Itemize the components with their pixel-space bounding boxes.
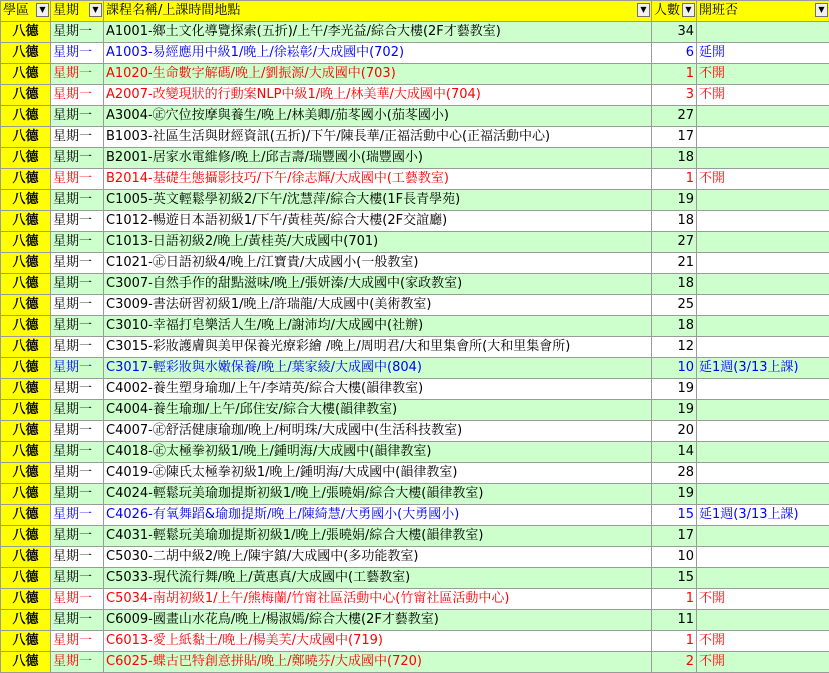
cell-district[interactable]: 八德 (1, 43, 51, 64)
table-row (1, 547, 829, 568)
table-row (1, 43, 829, 64)
cell-district[interactable]: 八德 (1, 442, 51, 463)
table-row (1, 379, 829, 400)
table-row (1, 85, 829, 106)
cell-count[interactable]: 1 (652, 631, 697, 652)
cell-count[interactable]: 1 (652, 169, 697, 190)
cell-course[interactable]: A3004-㊣穴位按摩與養生/晚上/林美卿/茄苳國小(茄苳國小) (104, 106, 652, 127)
cell-district[interactable]: 八德 (1, 127, 51, 148)
cell-count[interactable]: 11 (652, 610, 697, 631)
cell-status[interactable] (697, 400, 829, 421)
cell-day[interactable]: 星期一 (51, 64, 104, 85)
table-row (1, 148, 829, 169)
cell-course[interactable]: C4007-㊣舒活健康瑜珈/晚上/柯明珠/大成國中(生活科技教室) (104, 421, 652, 442)
cell-day[interactable]: 星期一 (51, 85, 104, 106)
cell-status[interactable] (697, 442, 829, 463)
filter-dropdown-icon[interactable]: ▼ (89, 3, 102, 17)
cell-status[interactable] (697, 316, 829, 337)
cell-district[interactable]: 八德 (1, 358, 51, 379)
cell-day[interactable]: 星期一 (51, 127, 104, 148)
cell-status[interactable] (697, 337, 829, 358)
cell-course[interactable]: C1012-暢遊日本語初級1/下午/黃桂英/綜合大樓(2F交誼廳) (104, 211, 652, 232)
cell-day[interactable]: 星期一 (51, 484, 104, 505)
cell-course[interactable]: C3015-彩妝護膚與美甲保養光療彩繪 /晚上/周明君/大和里集會所(大和里集會所) (104, 337, 652, 358)
cell-count[interactable]: 19 (652, 190, 697, 211)
cell-day[interactable]: 星期一 (51, 253, 104, 274)
cell-course[interactable]: C1005-英文輕鬆學初級2/下午/沈慧萍/綜合大樓(1F長青學苑) (104, 190, 652, 211)
cell-course[interactable]: A2007-改變現狀的行動案NLP中級1/晚上/林美華/大成國中(704) (104, 85, 652, 106)
cell-course[interactable]: C4019-㊣陳氏太極拳初級1/晚上/鍾明海/大成國中(韻律教室) (104, 463, 652, 484)
table-row (1, 631, 829, 652)
cell-status[interactable] (697, 379, 829, 400)
cell-day[interactable]: 星期一 (51, 337, 104, 358)
cell-day[interactable]: 星期一 (51, 505, 104, 526)
cell-day[interactable]: 星期一 (51, 526, 104, 547)
cell-day[interactable]: 星期一 (51, 43, 104, 64)
cell-course[interactable]: C4031-輕鬆玩美瑜珈提斯初級1/晚上/張曉娟/綜合大樓(韻律教室) (104, 526, 652, 547)
cell-district[interactable]: 八德 (1, 610, 51, 631)
cell-course[interactable]: B2014-基礎生態攝影技巧/下午/徐志輝/大成國中(工藝教室) (104, 169, 652, 190)
cell-district[interactable]: 八德 (1, 505, 51, 526)
header-label: 星期 (53, 1, 79, 21)
table-row (1, 526, 829, 547)
cell-count[interactable]: 20 (652, 421, 697, 442)
cell-district[interactable]: 八德 (1, 652, 51, 673)
cell-course[interactable]: C1021-㊣日語初級4/晚上/江寶貴/大成國小(一般教室) (104, 253, 652, 274)
cell-day[interactable]: 星期一 (51, 442, 104, 463)
cell-count[interactable]: 6 (652, 43, 697, 64)
filter-dropdown-icon[interactable]: ▼ (637, 3, 650, 17)
cell-status[interactable] (697, 22, 829, 43)
cell-district[interactable]: 八德 (1, 526, 51, 547)
cell-day[interactable]: 星期一 (51, 463, 104, 484)
cell-status[interactable] (697, 610, 829, 631)
cell-district[interactable]: 八德 (1, 232, 51, 253)
cell-count[interactable]: 12 (652, 337, 697, 358)
cell-day[interactable]: 星期一 (51, 106, 104, 127)
header-cell-district[interactable] (1, 1, 51, 22)
cell-day[interactable]: 星期一 (51, 568, 104, 589)
cell-count[interactable]: 21 (652, 253, 697, 274)
cell-count[interactable]: 10 (652, 547, 697, 568)
cell-count[interactable]: 19 (652, 484, 697, 505)
cell-count[interactable]: 19 (652, 400, 697, 421)
cell-district[interactable]: 八德 (1, 568, 51, 589)
cell-course[interactable]: C1013-日語初級2/晚上/黃桂英/大成國中(701) (104, 232, 652, 253)
cell-day[interactable]: 星期一 (51, 190, 104, 211)
table-row (1, 484, 829, 505)
cell-course[interactable]: C6013-愛上紙黏土/晚上/楊美芙/大成國中(719) (104, 631, 652, 652)
cell-status[interactable] (697, 274, 829, 295)
table-row (1, 169, 829, 190)
cell-course[interactable]: C4024-輕鬆玩美瑜珈提斯初級1/晚上/張曉娟/綜合大樓(韻律教室) (104, 484, 652, 505)
cell-course[interactable]: C4026-有氧舞蹈&瑜珈提斯/晚上/陳綺慧/大勇國小(大勇國小) (104, 505, 652, 526)
cell-district[interactable]: 八德 (1, 295, 51, 316)
cell-district[interactable]: 八德 (1, 190, 51, 211)
table-row (1, 274, 829, 295)
cell-count[interactable]: 19 (652, 379, 697, 400)
cell-status[interactable]: 不開 (697, 589, 829, 610)
cell-day[interactable]: 星期一 (51, 22, 104, 43)
cell-district[interactable]: 八德 (1, 547, 51, 568)
filter-dropdown-icon[interactable]: ▼ (682, 3, 695, 17)
cell-day[interactable]: 星期一 (51, 148, 104, 169)
cell-district[interactable]: 八德 (1, 64, 51, 85)
cell-count[interactable]: 17 (652, 526, 697, 547)
cell-day[interactable]: 星期一 (51, 316, 104, 337)
cell-district[interactable]: 八德 (1, 484, 51, 505)
cell-day[interactable]: 星期一 (51, 295, 104, 316)
cell-count[interactable]: 18 (652, 148, 697, 169)
cell-count[interactable]: 34 (652, 22, 697, 43)
cell-course[interactable]: C6025-蝶古巴特創意拼貼/晚上/鄭曉芬/大成國中(720) (104, 652, 652, 673)
cell-district[interactable]: 八德 (1, 148, 51, 169)
cell-course[interactable]: B2001-居家水電維修/晚上/邱吉壽/瑞豐國小(瑞豐國小) (104, 148, 652, 169)
cell-day[interactable]: 星期一 (51, 421, 104, 442)
cell-course[interactable]: C4004-養生瑜珈/上午/邱住安/綜合大樓(韻律教室) (104, 400, 652, 421)
cell-count[interactable]: 1 (652, 589, 697, 610)
cell-count[interactable]: 18 (652, 316, 697, 337)
table-row (1, 295, 829, 316)
table-row (1, 358, 829, 379)
cell-status[interactable] (697, 148, 829, 169)
cell-day[interactable]: 星期一 (51, 589, 104, 610)
table-row (1, 232, 829, 253)
table-row (1, 190, 829, 211)
cell-count[interactable]: 25 (652, 295, 697, 316)
table-row (1, 400, 829, 421)
cell-status[interactable]: 不開 (697, 631, 829, 652)
cell-status[interactable]: 延1週(3/13上課) (697, 505, 829, 526)
cell-course[interactable]: A1003-易經應用中級1/晚上/徐崧彰/大成國中(702) (104, 43, 652, 64)
table-row (1, 652, 829, 673)
cell-status[interactable] (697, 127, 829, 148)
cell-day[interactable]: 星期一 (51, 169, 104, 190)
cell-count[interactable]: 15 (652, 505, 697, 526)
cell-day[interactable]: 星期一 (51, 358, 104, 379)
header-cell-course[interactable] (104, 1, 652, 22)
table-row (1, 337, 829, 358)
cell-count[interactable]: 10 (652, 358, 697, 379)
table-row (1, 127, 829, 148)
cell-course[interactable]: C5034-南胡初級1/上午/熊梅蘭/竹甯社區活動中心(竹甯社區活動中心) (104, 589, 652, 610)
cell-status[interactable] (697, 568, 829, 589)
table-row (1, 463, 829, 484)
cell-status[interactable] (697, 421, 829, 442)
header-label: 課程名稱/上課時間地點 (106, 1, 240, 21)
cell-course[interactable]: C5030-二胡中級2/晚上/陳宇鎮/大成國中(多功能教室) (104, 547, 652, 568)
header-cell-status[interactable] (697, 1, 829, 22)
table-row (1, 610, 829, 631)
header-label: 開班否 (699, 1, 738, 21)
cell-day[interactable]: 星期一 (51, 232, 104, 253)
cell-status[interactable] (697, 232, 829, 253)
table-row (1, 505, 829, 526)
cell-count[interactable]: 27 (652, 106, 697, 127)
cell-count[interactable]: 1 (652, 64, 697, 85)
cell-status[interactable] (697, 253, 829, 274)
table-row (1, 22, 829, 43)
table-row (1, 589, 829, 610)
cell-count[interactable]: 3 (652, 85, 697, 106)
header-row (1, 1, 829, 22)
cell-day[interactable]: 星期一 (51, 547, 104, 568)
cell-status[interactable]: 不開 (697, 64, 829, 85)
cell-day[interactable]: 星期一 (51, 400, 104, 421)
cell-day[interactable]: 星期一 (51, 379, 104, 400)
cell-course[interactable]: C3017-輕彩妝與水嫩保養/晚上/葉家綾/大成國中(804) (104, 358, 652, 379)
cell-course[interactable]: A1001-鄉土文化導覽探索(五折)/上午/李光益/綜合大樓(2F才藝教室) (104, 22, 652, 43)
cell-course[interactable]: A1020-生命數字解碼/晚上/劉振源/大成國中(703) (104, 64, 652, 85)
table-row (1, 442, 829, 463)
cell-district[interactable]: 八德 (1, 400, 51, 421)
cell-district[interactable]: 八德 (1, 316, 51, 337)
cell-district[interactable]: 八德 (1, 211, 51, 232)
cell-course[interactable]: C4018-㊣太極拳初級1/晚上/鍾明海/大成國中(韻律教室) (104, 442, 652, 463)
cell-count[interactable]: 15 (652, 568, 697, 589)
cell-district[interactable]: 八德 (1, 337, 51, 358)
header-cell-count[interactable] (652, 1, 697, 22)
cell-status[interactable]: 延1週(3/13上課) (697, 358, 829, 379)
cell-course[interactable]: B1003-社區生活與財經資訊(五折)/下午/陳長華/正福活動中心(正福活動中心) (104, 127, 652, 148)
cell-district[interactable]: 八德 (1, 421, 51, 442)
cell-status[interactable] (697, 190, 829, 211)
cell-district[interactable]: 八德 (1, 169, 51, 190)
cell-district[interactable]: 八德 (1, 253, 51, 274)
cell-day[interactable]: 星期一 (51, 211, 104, 232)
cell-status[interactable]: 延開 (697, 43, 829, 64)
cell-course[interactable]: C3007-自然手作的甜點滋味/晚上/張妍溱/大成國中(家政教室) (104, 274, 652, 295)
cell-status[interactable]: 不開 (697, 85, 829, 106)
cell-district[interactable]: 八德 (1, 22, 51, 43)
filter-dropdown-icon[interactable]: ▼ (815, 3, 828, 17)
cell-status[interactable] (697, 484, 829, 505)
cell-district[interactable]: 八德 (1, 463, 51, 484)
table-row (1, 64, 829, 85)
cell-count[interactable]: 18 (652, 211, 697, 232)
cell-status[interactable] (697, 463, 829, 484)
cell-status[interactable] (697, 295, 829, 316)
table-row (1, 211, 829, 232)
cell-status[interactable]: 不開 (697, 169, 829, 190)
header-label: 人數 (654, 1, 680, 21)
cell-count[interactable]: 28 (652, 463, 697, 484)
cell-day[interactable]: 星期一 (51, 631, 104, 652)
cell-status[interactable]: 不開 (697, 652, 829, 673)
cell-day[interactable]: 星期一 (51, 652, 104, 673)
table-row (1, 253, 829, 274)
header-label: 學區 (3, 1, 29, 21)
header-cell-day[interactable] (51, 1, 104, 22)
cell-status[interactable] (697, 106, 829, 127)
cell-course[interactable]: C5033-現代流行舞/晚上/黃惠真/大成國中(工藝教室) (104, 568, 652, 589)
table-row (1, 106, 829, 127)
cell-course[interactable]: C3009-書法研習初級1/晚上/許瑞龍/大成國中(美術教室) (104, 295, 652, 316)
cell-count[interactable]: 2 (652, 652, 697, 673)
cell-course[interactable]: C6009-國畫山水花鳥/晚上/楊淑嫣/綜合大樓(2F才藝教室) (104, 610, 652, 631)
cell-district[interactable]: 八德 (1, 379, 51, 400)
table-row (1, 316, 829, 337)
filter-dropdown-icon[interactable]: ▼ (36, 3, 49, 17)
cell-district[interactable]: 八德 (1, 589, 51, 610)
cell-course[interactable]: C4002-養生塑身瑜珈/上午/李靖英/綜合大樓(韻律教室) (104, 379, 652, 400)
cell-course[interactable]: C3010-幸福打皂樂活人生/晚上/謝沛均/大成國中(社辦) (104, 316, 652, 337)
cell-status[interactable] (697, 547, 829, 568)
cell-district[interactable]: 八德 (1, 274, 51, 295)
cell-status[interactable] (697, 526, 829, 547)
cell-count[interactable]: 18 (652, 274, 697, 295)
cell-district[interactable]: 八德 (1, 106, 51, 127)
cell-day[interactable]: 星期一 (51, 274, 104, 295)
cell-status[interactable] (697, 211, 829, 232)
table-row (1, 568, 829, 589)
cell-district[interactable]: 八德 (1, 85, 51, 106)
cell-district[interactable]: 八德 (1, 631, 51, 652)
cell-count[interactable]: 27 (652, 232, 697, 253)
cell-count[interactable]: 17 (652, 127, 697, 148)
table-row (1, 421, 829, 442)
cell-count[interactable]: 14 (652, 442, 697, 463)
cell-day[interactable]: 星期一 (51, 610, 104, 631)
